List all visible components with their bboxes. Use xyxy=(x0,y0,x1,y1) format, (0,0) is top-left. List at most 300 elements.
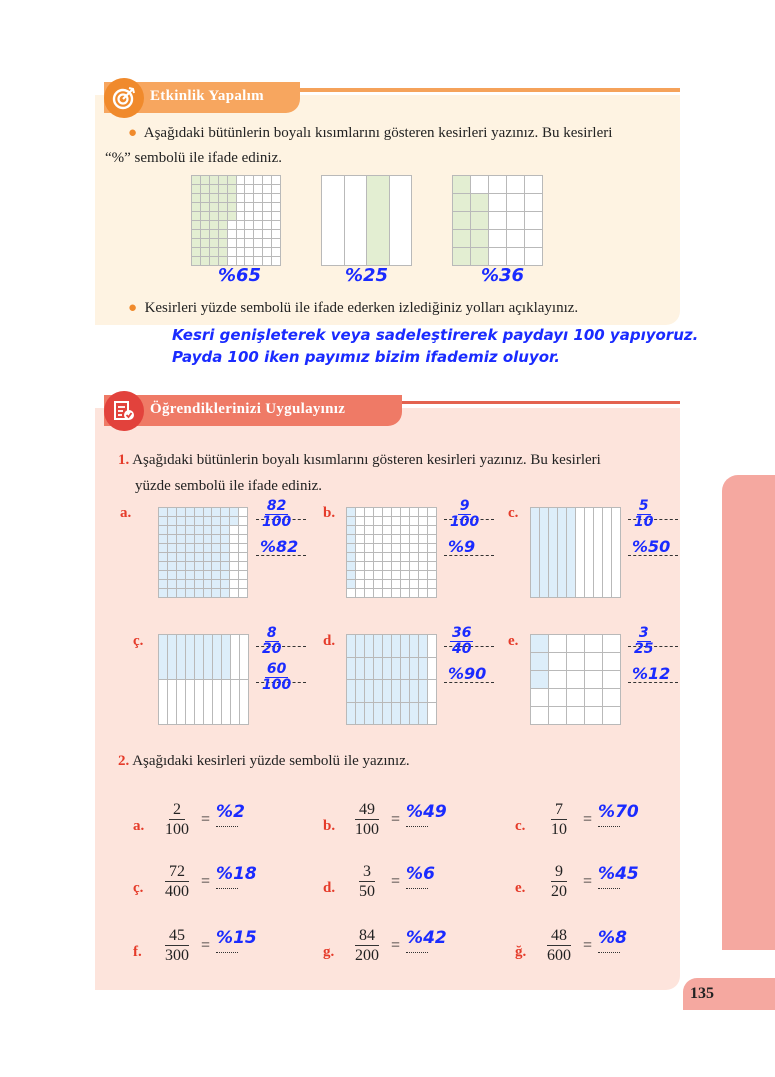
grid-cell xyxy=(365,589,373,597)
fraction xyxy=(349,862,385,901)
grid-cell xyxy=(419,658,427,680)
grid-cell xyxy=(392,571,400,579)
grid-cell xyxy=(204,517,212,525)
grid-cell xyxy=(201,257,209,265)
grid-cell xyxy=(603,689,620,706)
grid-cell xyxy=(383,517,391,525)
grid-cell xyxy=(356,680,364,702)
grid-cell xyxy=(228,257,236,265)
fraction xyxy=(349,800,385,839)
grid-cell xyxy=(365,658,373,680)
grid-cell xyxy=(245,221,253,229)
grid-cell xyxy=(212,544,220,552)
grid-cell xyxy=(365,508,373,516)
grid-cell xyxy=(195,680,203,724)
grid-cell xyxy=(254,185,262,193)
grid-cell xyxy=(231,680,239,724)
handwritten-answer: %70 xyxy=(598,802,639,822)
grid-cell xyxy=(507,248,524,265)
grid-cell xyxy=(347,526,355,534)
grid-cell xyxy=(410,571,418,579)
practice-q1-line-1 xyxy=(118,449,601,471)
grid-cell xyxy=(401,571,409,579)
fraction xyxy=(541,926,577,965)
grid-cell xyxy=(230,526,238,534)
grid-cell xyxy=(272,248,280,256)
grid-cell xyxy=(428,526,436,534)
grid-cell xyxy=(204,526,212,534)
grid-cell xyxy=(471,212,488,229)
grid-cell xyxy=(230,544,238,552)
figure-grid-3 xyxy=(452,175,543,266)
grid-cell xyxy=(585,635,602,652)
denominator: 10 xyxy=(551,821,567,838)
grid-cell xyxy=(347,508,355,516)
handwritten-answer-line-2: Payda 100 iken payımız bizim ifademiz oluyor. xyxy=(172,348,560,366)
grid-cell xyxy=(401,526,409,534)
equals-sign: = xyxy=(201,810,211,828)
grid-cell xyxy=(549,689,566,706)
question-2-text: Kesirleri yüzde sembolü ile ifade ederken izlediğiniz yolları açıklayınız. xyxy=(144,300,579,316)
grid-cell xyxy=(186,562,194,570)
grid-cell xyxy=(221,535,229,543)
grid-cell xyxy=(186,571,194,579)
grid-cell xyxy=(383,508,391,516)
checklist-icon xyxy=(104,391,144,431)
grid-cell xyxy=(168,508,176,516)
denominator: 20 xyxy=(551,883,567,900)
grid-cell xyxy=(177,635,185,679)
bullet-icon: ● xyxy=(128,300,138,316)
q2-item xyxy=(515,862,639,901)
item-label: a. xyxy=(133,818,145,834)
grid-cell xyxy=(230,580,238,588)
grid-cell xyxy=(168,580,176,588)
grid-cell xyxy=(525,212,542,229)
denominator: 100 xyxy=(355,821,379,838)
grid-cell xyxy=(401,680,409,702)
grid-cell xyxy=(383,526,391,534)
fraction xyxy=(159,926,195,965)
fraction-answer xyxy=(450,499,479,530)
grid-cell xyxy=(168,589,176,597)
grid-cell xyxy=(159,544,167,552)
grid-cell xyxy=(365,571,373,579)
q2-item xyxy=(133,926,257,965)
figure-grid xyxy=(346,634,437,725)
practice-header-line xyxy=(390,401,680,404)
grid-cell xyxy=(419,635,427,657)
grid-cell xyxy=(159,635,167,679)
activity-instruction xyxy=(128,122,612,144)
grid-cell xyxy=(392,680,400,702)
grid-cell xyxy=(410,580,418,588)
numerator: 9 xyxy=(551,862,567,882)
grid-cell xyxy=(356,553,364,561)
grid-cell xyxy=(471,194,488,211)
grid-cell xyxy=(237,203,245,211)
answer-field[interactable] xyxy=(216,864,257,889)
grid-cell xyxy=(204,535,212,543)
equals-sign: = xyxy=(201,872,211,890)
grid-cell xyxy=(489,194,506,211)
grid-cell xyxy=(228,230,236,238)
bullet-icon: ● xyxy=(128,125,138,141)
grid-cell xyxy=(272,185,280,193)
grid-cell xyxy=(240,680,248,724)
handwritten-answer: %8 xyxy=(598,928,627,948)
grid-cell xyxy=(374,703,382,725)
grid-cell xyxy=(603,508,611,597)
fraction-numerator: 8 xyxy=(266,625,277,641)
answer-field[interactable] xyxy=(216,802,245,827)
fraction-denominator: 25 xyxy=(634,641,654,657)
grid-cell xyxy=(272,212,280,220)
grid-cell xyxy=(192,257,200,265)
grid-cell xyxy=(410,703,418,725)
grid-cell xyxy=(419,580,427,588)
grid-cell xyxy=(558,508,566,597)
grid-cell xyxy=(567,508,575,597)
grid-cell xyxy=(263,248,271,256)
item-label: ç. xyxy=(133,880,144,896)
grid-cell xyxy=(186,544,194,552)
grid-cell xyxy=(168,571,176,579)
item-label: g. xyxy=(323,944,335,960)
grid-cell xyxy=(272,203,280,211)
q2-text: Aşağıdaki kesirleri yüzde sembolü ile yazınız. xyxy=(132,753,410,769)
grid-cell xyxy=(212,553,220,561)
grid-cell xyxy=(254,176,262,184)
activity-question-2 xyxy=(128,297,578,319)
grid-cell xyxy=(201,248,209,256)
grid-cell xyxy=(390,176,412,265)
grid-cell xyxy=(254,248,262,256)
grid-cell xyxy=(540,508,548,597)
grid-cell xyxy=(549,707,566,724)
grid-cell xyxy=(356,544,364,552)
grid-cell xyxy=(212,589,220,597)
grid-cell xyxy=(204,544,212,552)
fraction xyxy=(541,800,577,839)
grid-cell xyxy=(195,580,203,588)
handwritten-answer: %49 xyxy=(406,802,447,822)
grid-cell xyxy=(356,635,364,657)
grid-cell xyxy=(239,535,247,543)
grid-cell xyxy=(245,212,253,220)
practice-q2 xyxy=(118,750,410,772)
answer-field[interactable] xyxy=(406,928,447,953)
grid-cell xyxy=(374,553,382,561)
grid-cell xyxy=(567,689,584,706)
item-label: f. xyxy=(133,944,142,960)
grid-cell xyxy=(177,580,185,588)
grid-cell xyxy=(272,230,280,238)
grid-cell xyxy=(245,176,253,184)
grid-cell xyxy=(383,580,391,588)
grid-cell xyxy=(603,635,620,652)
grid-cell xyxy=(192,203,200,211)
grid-cell xyxy=(245,194,253,202)
grid-cell xyxy=(159,580,167,588)
fraction-numerator: 5 xyxy=(638,498,649,514)
grid-cell xyxy=(392,589,400,597)
grid-cell xyxy=(228,185,236,193)
handwritten-answer: %45 xyxy=(598,864,639,884)
grid-cell xyxy=(419,508,427,516)
grid-cell xyxy=(374,571,382,579)
grid-cell xyxy=(374,526,382,534)
grid-cell xyxy=(195,508,203,516)
grid-cell xyxy=(228,221,236,229)
grid-cell xyxy=(347,544,355,552)
grid-cell xyxy=(210,212,218,220)
answer-field[interactable] xyxy=(598,864,639,889)
grid-cell xyxy=(210,176,218,184)
grid-cell xyxy=(356,658,364,680)
grid-cell xyxy=(212,580,220,588)
numerator: 3 xyxy=(359,862,375,882)
grid-cell xyxy=(428,562,436,570)
grid-cell xyxy=(428,580,436,588)
equals-sign: = xyxy=(583,936,593,954)
grid-cell xyxy=(374,658,382,680)
fraction-answer xyxy=(450,626,473,657)
grid-cell xyxy=(603,707,620,724)
grid-cell xyxy=(471,248,488,265)
answer-field[interactable] xyxy=(406,802,447,827)
percent-answer xyxy=(262,662,291,693)
grid-cell xyxy=(239,553,247,561)
grid-cell xyxy=(237,239,245,247)
grid-cell xyxy=(230,535,238,543)
grid-cell xyxy=(345,176,367,265)
grid-cell xyxy=(374,589,382,597)
grid-cell xyxy=(356,535,364,543)
target-icon xyxy=(104,78,144,118)
grid-cell xyxy=(392,562,400,570)
grid-cell xyxy=(419,535,427,543)
answer-field[interactable] xyxy=(406,864,435,889)
grid-cell xyxy=(347,562,355,570)
grid-cell xyxy=(219,230,227,238)
grid-cell xyxy=(585,689,602,706)
grid-cell xyxy=(159,535,167,543)
equals-sign: = xyxy=(583,872,593,890)
grid-cell xyxy=(210,221,218,229)
answer-field[interactable] xyxy=(216,928,257,953)
grid-cell xyxy=(263,257,271,265)
grid-cell xyxy=(401,658,409,680)
equals-sign: = xyxy=(583,810,593,828)
grid-cell xyxy=(230,589,238,597)
grid-cell xyxy=(410,544,418,552)
grid-cell xyxy=(410,635,418,657)
grid-cell xyxy=(186,517,194,525)
grid-cell xyxy=(374,544,382,552)
grid-cell xyxy=(383,562,391,570)
grid-cell xyxy=(603,671,620,688)
grid-cell xyxy=(383,703,391,725)
fraction-answer xyxy=(262,626,281,657)
grid-cell xyxy=(365,635,373,657)
grid-cell xyxy=(419,571,427,579)
grid-cell xyxy=(365,562,373,570)
grid-cell xyxy=(419,553,427,561)
grid-cell xyxy=(221,580,229,588)
grid-cell xyxy=(245,230,253,238)
grid-cell xyxy=(401,635,409,657)
q1-text-line-1: Aşağıdaki bütünlerin boyalı kısımlarını gösteren kesirleri yazınız. Bu kesirleri xyxy=(132,452,601,468)
grid-cell xyxy=(401,508,409,516)
grid-cell xyxy=(204,589,212,597)
denominator: 100 xyxy=(165,821,189,838)
grid-cell xyxy=(263,212,271,220)
grid-cell xyxy=(263,194,271,202)
grid-cell xyxy=(219,203,227,211)
grid-cell xyxy=(230,517,238,525)
fraction-answer xyxy=(634,499,653,530)
grid-cell xyxy=(237,221,245,229)
grid-cell xyxy=(392,658,400,680)
grid-cell xyxy=(549,635,566,652)
grid-cell xyxy=(356,580,364,588)
grid-cell xyxy=(531,689,548,706)
denominator: 200 xyxy=(355,947,379,964)
grid-cell xyxy=(204,680,212,724)
q1-text-line-2: yüzde sembolü ile ifade ediniz. xyxy=(135,478,323,494)
fraction-answer xyxy=(262,499,291,530)
grid-cell xyxy=(383,680,391,702)
answer-field[interactable] xyxy=(598,928,627,953)
grid-cell xyxy=(254,221,262,229)
grid-cell xyxy=(159,571,167,579)
grid-cell xyxy=(228,194,236,202)
grid-cell xyxy=(585,671,602,688)
grid-cell xyxy=(525,176,542,193)
grid-cell xyxy=(392,580,400,588)
grid-cell xyxy=(392,703,400,725)
grid-cell xyxy=(204,562,212,570)
grid-cell xyxy=(219,176,227,184)
grid-cell xyxy=(507,230,524,247)
answer-field[interactable] xyxy=(598,802,639,827)
grid-cell xyxy=(428,680,436,702)
grid-cell xyxy=(549,653,566,670)
grid-cell xyxy=(374,508,382,516)
grid-cell xyxy=(245,239,253,247)
grid-cell xyxy=(489,230,506,247)
grid-cell xyxy=(237,212,245,220)
grid-cell xyxy=(531,508,539,597)
grid-cell xyxy=(219,221,227,229)
grid-cell xyxy=(201,194,209,202)
grid-cell xyxy=(531,707,548,724)
fraction-numerator: 60 xyxy=(266,661,287,677)
grid-cell xyxy=(356,571,364,579)
grid-cell xyxy=(612,508,620,597)
grid-cell xyxy=(245,203,253,211)
grid-cell xyxy=(525,248,542,265)
grid-cell xyxy=(204,508,212,516)
grid-cell xyxy=(576,508,584,597)
equals-sign: = xyxy=(391,810,401,828)
grid-cell xyxy=(210,203,218,211)
grid-cell xyxy=(374,562,382,570)
grid-cell xyxy=(453,212,470,229)
grid-cell xyxy=(237,176,245,184)
grid-cell xyxy=(428,508,436,516)
grid-cell xyxy=(531,635,548,652)
grid-cell xyxy=(192,212,200,220)
grid-cell xyxy=(204,635,212,679)
grid-cell xyxy=(201,230,209,238)
grid-cell xyxy=(212,526,220,534)
practice-title: Öğrendiklerinizi Uygulayınız xyxy=(150,401,346,417)
handwritten-answer: %15 xyxy=(216,928,257,948)
item-label: ç. xyxy=(133,633,144,649)
grid-cell xyxy=(356,562,364,570)
numerator: 84 xyxy=(355,926,379,946)
grid-cell xyxy=(567,671,584,688)
grid-cell xyxy=(204,553,212,561)
handwritten-answer: %42 xyxy=(406,928,447,948)
grid-cell xyxy=(603,653,620,670)
grid-cell xyxy=(410,535,418,543)
grid-cell xyxy=(428,635,436,657)
grid-cell xyxy=(186,589,194,597)
grid-cell xyxy=(356,589,364,597)
grid-cell xyxy=(471,176,488,193)
activity-header-line xyxy=(250,88,680,92)
grid-cell xyxy=(201,203,209,211)
grid-cell xyxy=(401,562,409,570)
grid-cell xyxy=(237,248,245,256)
grid-cell xyxy=(365,680,373,702)
grid-cell xyxy=(365,544,373,552)
grid-cell xyxy=(272,194,280,202)
handwritten-answer: %2 xyxy=(216,802,245,822)
grid-cell xyxy=(347,635,355,657)
grid-cell xyxy=(347,517,355,525)
equals-sign: = xyxy=(391,872,401,890)
grid-cell xyxy=(159,680,167,724)
q2-item xyxy=(323,800,447,839)
grid-cell xyxy=(168,635,176,679)
grid-cell xyxy=(401,553,409,561)
grid-cell xyxy=(221,517,229,525)
grid-cell xyxy=(489,248,506,265)
grid-cell xyxy=(392,535,400,543)
grid-cell xyxy=(195,562,203,570)
grid-cell xyxy=(219,194,227,202)
grid-cell xyxy=(383,553,391,561)
equals-sign: = xyxy=(391,936,401,954)
grid-cell xyxy=(195,544,203,552)
grid-cell xyxy=(383,635,391,657)
grid-cell xyxy=(392,526,400,534)
grid-cell xyxy=(212,535,220,543)
fraction-denominator: 10 xyxy=(634,514,654,530)
grid-cell xyxy=(401,580,409,588)
grid-cell xyxy=(239,571,247,579)
grid-cell xyxy=(201,185,209,193)
grid-cell xyxy=(401,544,409,552)
grid-cell xyxy=(195,535,203,543)
grid-cell xyxy=(585,508,593,597)
grid-cell xyxy=(428,571,436,579)
grid-cell xyxy=(168,553,176,561)
